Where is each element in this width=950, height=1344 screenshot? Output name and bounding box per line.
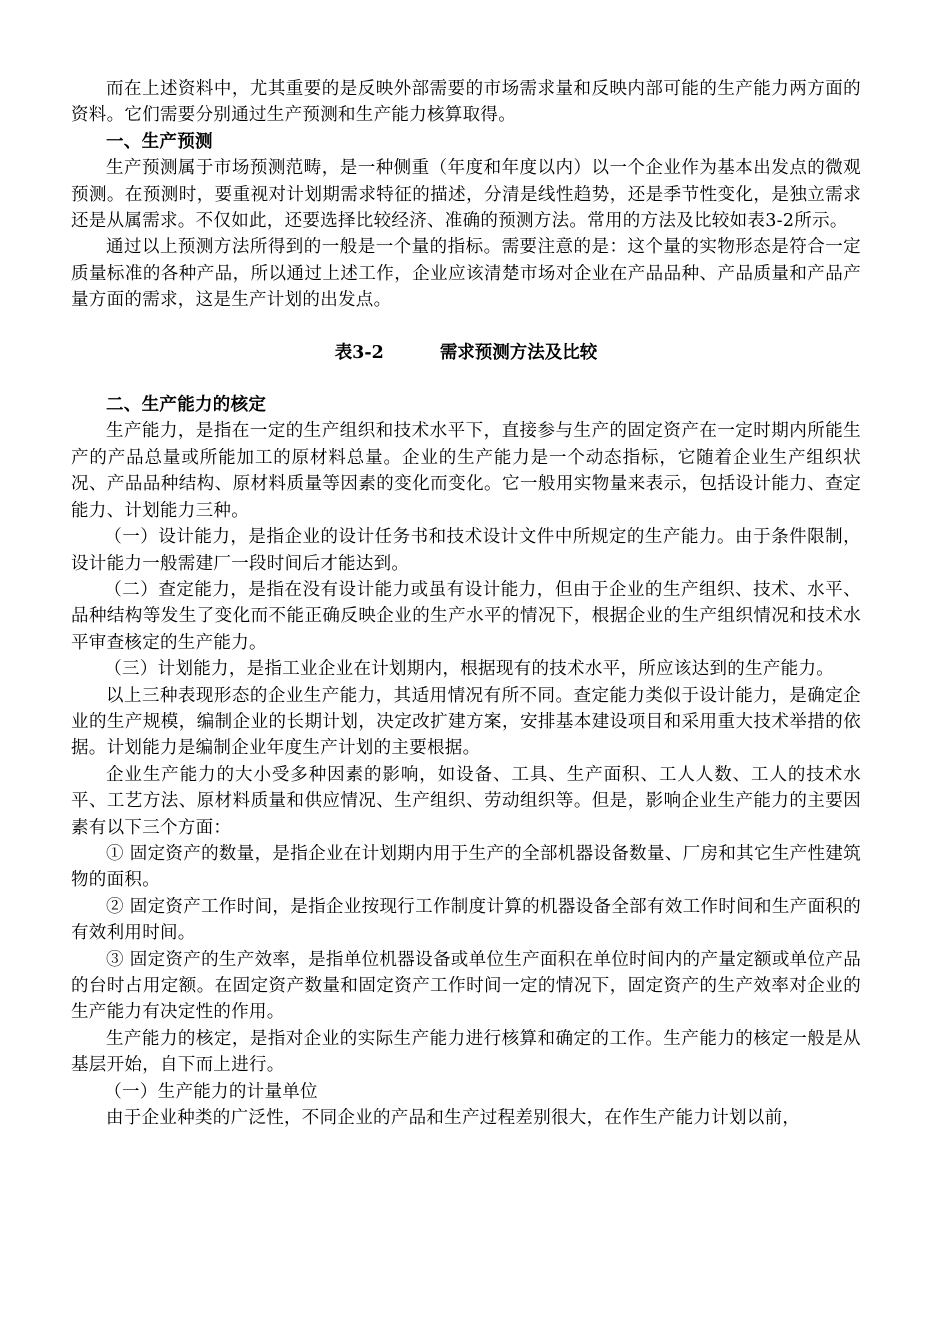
list-item: ③ 固定资产的生产效率，是指单位机器设备或单位生产面积在单位时间内的产量定额或单位产品的台时占用定额。在固定资产数量和固定资产工作时间一定的情况下，固定资产的生产效率对企业的生产能力有决定性的作用。 (71, 949, 861, 1023)
document-page (71, 76, 861, 1131)
paragraph: （二）查定能力，是指在没有设计能力或虽有设计能力，但由于企业的生产组织、技术、水平、品种结构等发生了变化而不能正确反映企业的生产水平的情况下，根据企业的生产组织情况和技术水平审查核定的生产能力。 (71, 579, 861, 653)
paragraph: 生产预测属于市场预测范畴，是一种侧重（年度和年度以内）以一个企业作为基本出发点的微观预测。在预测时，要重视对计划期需求特征的描述，分清是线性趋势，还是季节性变化，是独立需求还是从属需求。不仅如此，还要选择比较经济、准确的预测方法。常用的方法及比较如表3-2所示。 (71, 158, 861, 232)
list-item: ① 固定资产的数量，是指企业在计划期内用于生产的全部机器设备数量、厂房和其它生产性建筑物的面积。 (71, 843, 861, 891)
table-title: 需求预测方法及比较 (439, 342, 598, 363)
paragraph: 以上三种表现形态的企业生产能力，其适用情况有所不同。查定能力类似于设计能力，是确定企业的生产规模，编制企业的长期计划，决定改扩建方案，安排基本建设项目和采用重大技术举措的依据。计划能力是编制企业年度生产计划的主要根据。 (71, 685, 861, 759)
paragraph: 通过以上预测方法所得到的一般是一个量的指标。需要注意的是：这个量的实物形态是符合一定质量标准的各种产品，所以通过上述工作，企业应该清楚市场对企业在产品品种、产品质量和产品产量方面的需求，这是生产计划的出发点。 (71, 237, 861, 311)
paragraph: 生产能力，是指在一定的生产组织和技术水平下，直接参与生产的固定资产在一定时期内所能生产的产品总量或所能加工的原材料总量。企业的生产能力是一个动态指标，它随着企业生产组织状况、产品品种结构、原材料质量等因素的变化而变化。它一般用实物量来表示，包括设计能力、查定能力、计划能力三种。 (71, 421, 861, 521)
section-heading-production-forecast: 一、生产预测 (106, 131, 213, 152)
table-caption (71, 340, 861, 366)
intro-paragraph: 而在上述资料中，尤其重要的是反映外部需要的市场需求量和反映内部可能的生产能力两方面的资料。它们需要分别通过生产预测和生产能力核算取得。 (71, 79, 861, 126)
list-item: ② 固定资产工作时间，是指企业按现行工作制度计算的机器设备全部有效工作时间和生产面积的有效利用时间。 (71, 896, 861, 944)
paragraph: （三）计划能力，是指工业企业在计划期内，根据现有的技术水平，所应该达到的生产能力。 (104, 659, 835, 680)
paragraph: 企业生产能力的大小受多种因素的影响，如设备、工具、生产面积、工人人数、工人的技术水平、工艺方法、原材料质量和供应情况、生产组织、劳动组织等。但是，影响企业生产能力的主要因素有以下三个方面： (71, 764, 861, 838)
paragraph: 生产能力的核定，是指对企业的实际生产能力进行核算和确定的工作。生产能力的核定一般是从基层开始，自下而上进行。 (71, 1028, 861, 1076)
paragraph: （一）设计能力，是指企业的设计任务书和技术设计文件中所规定的生产能力。由于条件限制，设计能力一般需建厂一段时间后才能达到。 (71, 527, 861, 574)
paragraph: 由于企业种类的广泛性，不同企业的产品和生产过程差别很大，在作生产能力计划以前， (106, 1108, 801, 1129)
subheading: （一）生产能力的计量单位 (104, 1081, 318, 1102)
table-number: 表3-2 (334, 342, 384, 363)
section-heading-capacity-verification: 二、生产能力的核定 (106, 395, 267, 416)
